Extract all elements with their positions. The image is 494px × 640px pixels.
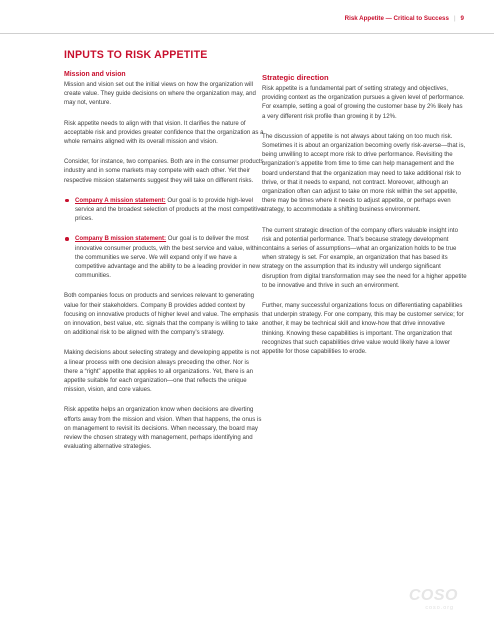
running-header [345,15,464,22]
list-item [64,234,264,280]
bullet-icon [65,199,69,203]
bullet-text: Our goal is to provide high-level service and the broadest selection of products at the most competitive prices. [75,196,264,223]
mission-heading: Mission and vision [64,71,126,78]
bullet-label: Company B mission statement: [75,235,167,243]
left-column [64,71,264,463]
right-column [262,71,467,367]
strategic-direction-heading: Strategic direction [262,73,329,82]
paragraph: The discussion of appetite is not always about taking on too much risk. Sometimes it is about an organization becoming overly risk-averse—that is, being unwilling to accept more risk to drive performance. Revisiting the organization’s appetite from time to time can help management and the board understand that the organization may need to take additional risk to thrive, or that it needs to expand, not contract. Moreover, although an organization often can adjust to take on more risk within the set appetite, there may be times where it needs to adjust appetite, or perhaps even strategy, to accommodate a shifting business environment. [262,132,466,214]
bullet-text: Our goal is to deliver the most innovative consumer products, with the best service and value, within the communities we serve. We will expand only if we have a competitive advantage and the ability to be a leading provider in new communities. [75,235,262,280]
paragraph: Making decisions about selecting strategy and developing appetite is not a linear process with one decision always preceding the other. Nor is there a “right” appetite that applies to all organizations. Yet, there is an appetite suitable for each organization—one that reflects the unique mission, vision, and core values. [64,349,260,394]
page-number: 9 [460,15,464,22]
bullet-label: Company A mission statement: [75,196,166,204]
paragraph: Risk appetite helps an organization know when decisions are diverting efforts away from the mission and vision. When that happens, the onus is on management to revisit its decisions. When necessary, the board may review the chosen strategy with management, perhaps identifying and evaluating alternative strategies. [64,406,262,451]
list-item [64,196,264,224]
paragraph: Risk appetite needs to align with that vision. It clarifies the nature of acceptable risk and provides greater confidence that the organization as a whole remains aligned with its overall mission and vision. [64,119,264,146]
paragraph: Mission and vision set out the initial views on how the organization will create value. They guide decisions on where the organization may, and may not, venture. [64,81,256,107]
mission-statement-list [64,196,264,281]
bullet-icon [65,237,69,241]
header-divider [0,33,494,34]
paragraph: Risk appetite is a fundamental part of setting strategy and objectives, providing context as the organization pursues a given level of performance. For example, setting a goal of growing the customer base by 2% likely has a very different risk profile than growing it by 12%. [262,85,465,120]
paragraph: Both companies focus on products and services relevant to generating value for their stakeholders. Company B provides added context by focusing on innovative products of higher level and value. The emphasis on innovation, best value, etc. signals that the company is willing to take on additional risk to be aligned with the company’s strategy. [64,292,259,337]
paragraph: Consider, for instance, two companies. Both are in the consumer products industry and in some markets may compete with each other. Yet their respective mission statements suggest they will take on different risks. [64,158,264,184]
running-header-title: Risk Appetite — Critical to Success [344,15,449,22]
footer-url: coso.org [425,605,454,611]
header-separator: | [453,15,456,22]
paragraph: Further, many successful organizations focus on differentiating capabilities that underpin strategy. For one company, this may be customer service; for another, it may be technical skill and know-how that drive innovative thinking. Knowing these capabilities is important. The organization that recognizes that such capabilities drive value would likely have a lower appetite for those capabilities to erode. [262,302,464,356]
page-title: INPUTS TO RISK APPETITE [64,49,208,61]
paragraph: The current strategic direction of the company offers valuable insight into risk and potential performance. That’s because strategy development contains a series of assumptions—what an organization holds to be true when strategy is set. For example, an organization that has based its strategy on the assumption that its industry will undergo significant disruption from digital transformation may see the need for a higher appetite to be innovative and thrive in such an environment. [262,226,467,289]
coso-logo: COSO [408,587,458,604]
